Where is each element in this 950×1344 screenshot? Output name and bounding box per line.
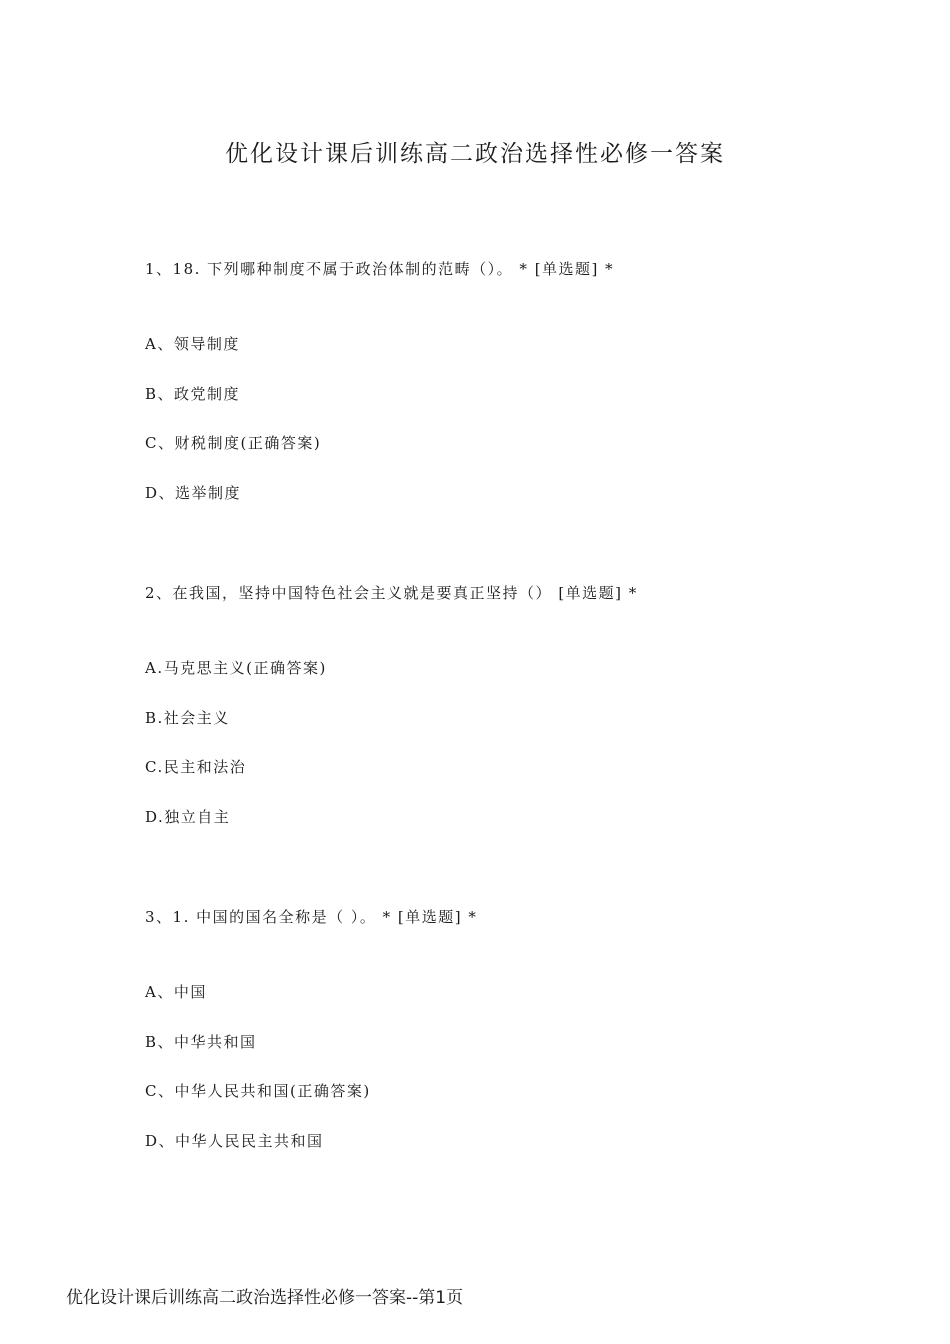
question-3-stem: 3、1. 中国的国名全称是（ ）。 * [单选题] * (145, 908, 478, 926)
question-3-option-a: A、中国 (145, 983, 207, 1001)
page-title: 优化设计课后训练高二政治选择性必修一答案 (225, 141, 725, 167)
question-1-option-b: B、政党制度 (145, 385, 241, 403)
question-2-option-c: C.民主和法治 (145, 758, 247, 776)
question-1-option-c: C、财税制度(正确答案) (145, 434, 322, 452)
question-2-option-b: B.社会主义 (145, 709, 230, 727)
question-1-option-a: A、领导制度 (145, 335, 240, 353)
question-1-stem: 1、18. 下列哪种制度不属于政治体制的范畴（）。 * [单选题] * (145, 260, 615, 278)
question-2-option-d: D.独立自主 (145, 808, 231, 826)
question-2-option-a: A.马克思主义(正确答案) (145, 659, 327, 677)
page-footer: 优化设计课后训练高二政治选择性必修一答案--第1页 (66, 1288, 464, 1308)
question-3-option-b: B、中华共和国 (145, 1033, 257, 1051)
question-2-stem: 2、在我国，坚持中国特色社会主义就是要真正坚持（） [单选题] * (145, 584, 638, 602)
question-1-option-d: D、选举制度 (145, 484, 242, 502)
question-3-option-c: C、中华人民共和国(正确答案) (145, 1082, 371, 1100)
question-3-option-d: D、中华人民民主共和国 (145, 1132, 324, 1150)
